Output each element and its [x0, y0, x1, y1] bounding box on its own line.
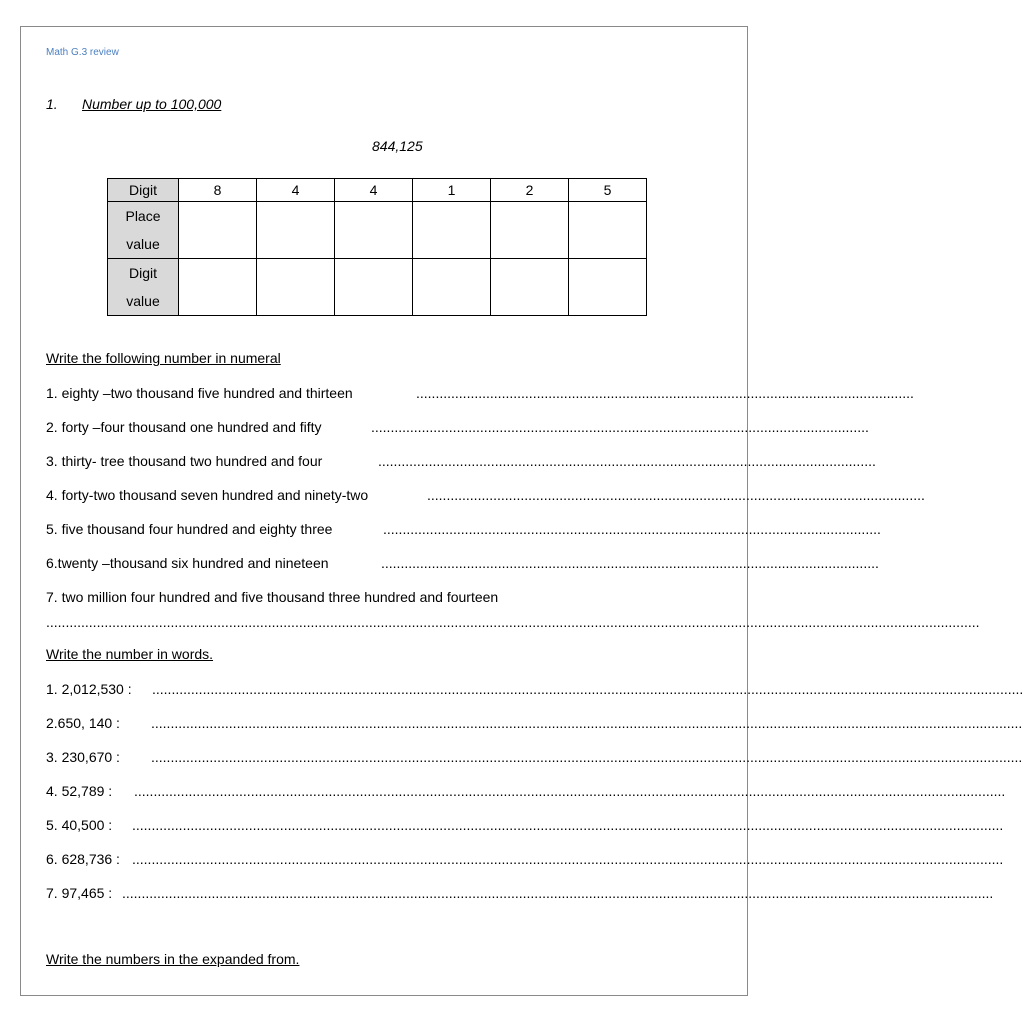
worksheet-page — [20, 26, 1023, 996]
digit-cell: 8 — [179, 179, 257, 202]
answer-cell[interactable] — [413, 259, 491, 316]
answer-cell[interactable] — [491, 202, 569, 259]
words-section-heading: Write the number in words. — [46, 646, 214, 662]
digit-cell: 1 — [413, 179, 491, 202]
numeral-question: 1. eighty –two thousand five hundred and thirteen — [46, 385, 353, 401]
row-header-line: value — [126, 293, 160, 309]
place-value-table — [107, 178, 647, 316]
words-question: 7. 97,465 : — [46, 885, 113, 901]
numeral-question: 5. five thousand four hundred and eighty three — [46, 521, 333, 537]
answer-blank[interactable]: ................................................................................................................................................................................................................................ — [132, 851, 1004, 867]
answer-blank[interactable]: ................................................................................................................................ — [427, 487, 925, 503]
answer-blank[interactable]: ................................................................................................................................................................................................................................ — [134, 783, 1006, 799]
numeral-question: 3. thirty- tree thousand two hundred and four — [46, 453, 323, 469]
answer-blank[interactable]: ................................................................................................................................................................................................................................ — [152, 681, 1023, 697]
numeral-section-heading: Write the following number in numeral — [46, 350, 281, 366]
table-row-place-value — [108, 202, 647, 259]
answer-cell[interactable] — [569, 259, 647, 316]
words-question: 6. 628,736 : — [46, 851, 120, 867]
words-question: 3. 230,670 : — [46, 749, 120, 765]
words-question: 4. 52,789 : — [46, 783, 113, 799]
answer-blank[interactable]: ................................................................................................................................................................................................................................................ — [46, 614, 980, 630]
answer-cell[interactable] — [179, 202, 257, 259]
table-row-digit-value — [108, 259, 647, 316]
answer-cell[interactable] — [335, 202, 413, 259]
row-header-digit-value — [108, 259, 179, 316]
digit-cell: 2 — [491, 179, 569, 202]
answer-blank[interactable]: ................................................................................................................................ — [383, 521, 881, 537]
answer-blank[interactable]: ................................................................................................................................ — [378, 453, 876, 469]
numeral-question: 4. forty-two thousand seven hundred and ninety-two — [46, 487, 369, 503]
answer-blank[interactable]: ................................................................................................................................................................................................................................ — [122, 885, 994, 901]
answer-cell[interactable] — [179, 259, 257, 316]
answer-blank[interactable]: ................................................................................................................................ — [416, 385, 914, 401]
digit-cell: 4 — [335, 179, 413, 202]
answer-cell[interactable] — [335, 259, 413, 316]
numeral-question: 6.twenty –thousand six hundred and nineteen — [46, 555, 329, 571]
answer-blank[interactable]: ................................................................................................................................ — [381, 555, 879, 571]
row-header-line: Digit — [128, 265, 157, 281]
row-header-line: Place — [125, 208, 161, 224]
header-note: Math G.3 review — [46, 47, 119, 58]
words-question: 5. 40,500 : — [46, 817, 113, 833]
answer-cell[interactable] — [491, 259, 569, 316]
expanded-section-heading: Write the numbers in the expanded from. — [46, 951, 300, 967]
featured-number: 844,125 — [372, 138, 423, 154]
answer-cell[interactable] — [569, 202, 647, 259]
answer-blank[interactable]: ................................................................................................................................................................................................................................ — [132, 817, 1004, 833]
digit-cell: 4 — [257, 179, 335, 202]
answer-blank[interactable]: ................................................................................................................................................................................................................................ — [151, 749, 1023, 765]
answer-blank[interactable]: ................................................................................................................................ — [371, 419, 869, 435]
numeral-question: 7. two million four hundred and five thousand three hundred and fourteen — [46, 589, 499, 605]
numeral-question: 2. forty –four thousand one hundred and fifty — [46, 419, 322, 435]
row-header-place-value — [108, 202, 179, 259]
row-header-digit: Digit — [108, 179, 179, 202]
words-question: 2.650, 140 : — [46, 715, 120, 731]
answer-cell[interactable] — [257, 202, 335, 259]
section-1-heading — [46, 96, 221, 112]
words-question: 1. 2,012,530 : — [46, 681, 132, 697]
section-title: Number up to 100,000 — [82, 96, 222, 112]
table-row-digit — [108, 179, 647, 202]
row-header-line: value — [126, 236, 160, 252]
answer-cell[interactable] — [413, 202, 491, 259]
answer-blank[interactable]: ................................................................................................................................................................................................................................ — [151, 715, 1023, 731]
section-number: 1. — [46, 96, 58, 112]
answer-cell[interactable] — [257, 259, 335, 316]
digit-cell: 5 — [569, 179, 647, 202]
